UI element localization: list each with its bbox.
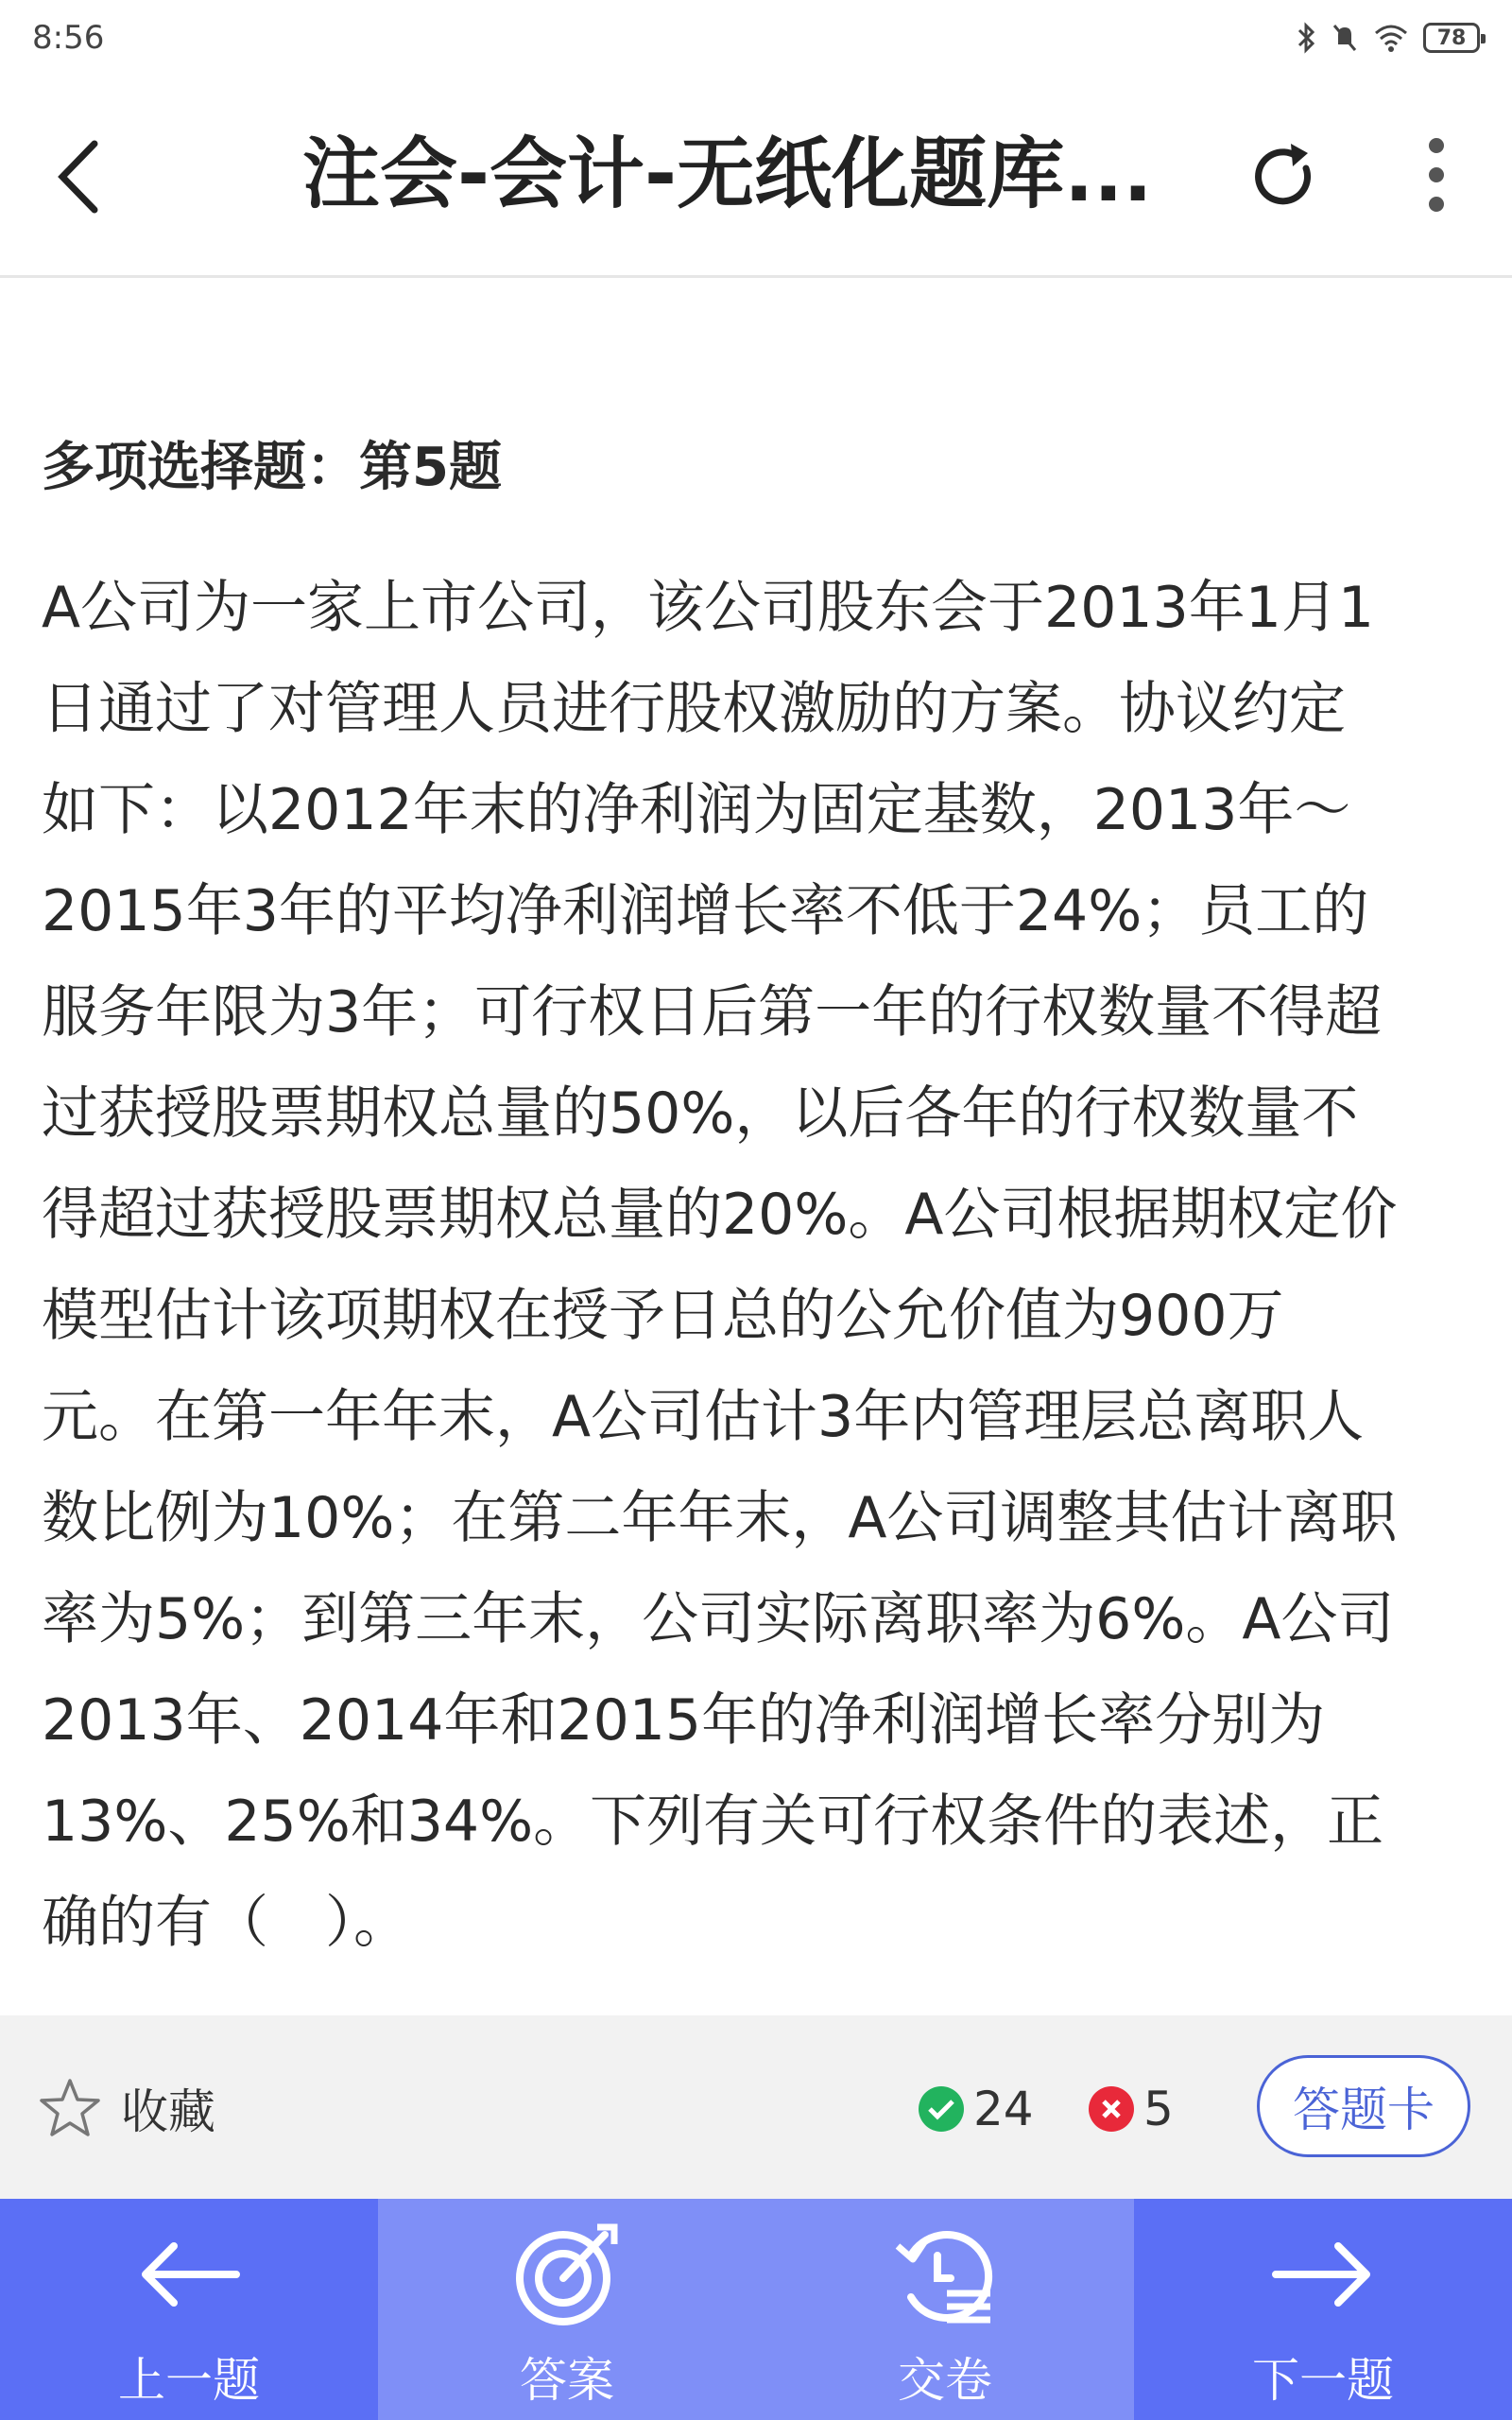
back-button[interactable]	[47, 134, 113, 219]
refresh-button[interactable]	[1247, 140, 1321, 214]
prev-question-button[interactable]	[0, 2199, 378, 2420]
answer-label: 答案	[520, 2353, 614, 2408]
bluetooth-icon	[1297, 22, 1317, 54]
chevron-left-icon	[47, 134, 113, 219]
wrong-count	[1089, 2082, 1174, 2136]
x-circle-icon	[1089, 2086, 1134, 2132]
question-line: 如下：以2012年末的净利润为固定基数，2013年～	[42, 777, 1351, 843]
wifi-icon	[1372, 22, 1410, 54]
more-menu-button[interactable]	[1418, 132, 1455, 217]
answer-card-button[interactable]: 答题卡	[1257, 2055, 1470, 2157]
question-text	[42, 558, 1478, 1974]
status-bar	[0, 0, 1512, 76]
submit-button[interactable]	[756, 2199, 1134, 2420]
arrow-right-icon	[1262, 2218, 1384, 2331]
question-line: 2015年3年的平均净利润增长率不低于24%；员工的	[42, 878, 1369, 944]
question-line: 确的有（ ）。	[42, 1890, 410, 1956]
more-vertical-icon	[1418, 132, 1455, 217]
submit-history-icon	[884, 2218, 1006, 2331]
app-header	[0, 76, 1512, 278]
battery-level: 78	[1436, 26, 1467, 50]
question-line: 日通过了对管理人员进行股权激励的方案。协议约定	[42, 676, 1346, 742]
wrong-count-value: 5	[1143, 2082, 1174, 2136]
status-icons	[1297, 22, 1480, 54]
arrow-left-icon	[128, 2218, 250, 2331]
page-title: 注会-会计-无纸化题库...	[302, 130, 1153, 219]
check-circle-icon	[919, 2086, 964, 2132]
action-bar	[0, 2015, 1512, 2199]
question-line: 率为5%；到第三年末，公司实际离职率为6%。A公司	[42, 1586, 1395, 1652]
target-icon	[506, 2218, 628, 2331]
favorite-button[interactable]	[38, 2074, 215, 2142]
question-line: 数比例为10%；在第二年年末，A公司调整其估计离职	[42, 1485, 1398, 1551]
battery-icon	[1423, 23, 1480, 53]
mute-icon	[1331, 22, 1359, 54]
bottom-nav	[0, 2199, 1512, 2420]
status-time: 8:56	[32, 19, 105, 57]
refresh-icon	[1247, 140, 1321, 214]
star-icon	[38, 2077, 102, 2139]
question-line: 得超过获授股票期权总量的20%。A公司根据期权定价	[42, 1182, 1398, 1248]
question-line: 过获授股票期权总量的50%，以后各年的行权数量不	[42, 1080, 1359, 1147]
question-line: 服务年限为3年；可行权日后第一年的行权数量不得超	[42, 979, 1383, 1046]
question-line: 模型估计该项期权在授予日总的公允价值为900万	[42, 1283, 1284, 1349]
correct-count	[919, 2082, 1034, 2136]
correct-count-value: 24	[973, 2082, 1034, 2136]
question-line: 13%、25%和34%。下列有关可行权条件的表述，正	[42, 1789, 1384, 1855]
favorite-label: 收藏	[121, 2084, 215, 2139]
question-type: 多项选择题：第5题	[42, 437, 502, 498]
answer-button[interactable]	[378, 2199, 756, 2420]
next-question-label: 下一题	[1252, 2353, 1394, 2408]
question-line: 2013年、2014年和2015年的净利润增长率分别为	[42, 1687, 1326, 1754]
question-line: 元。在第一年年末，A公司估计3年内管理层总离职人	[42, 1384, 1365, 1450]
submit-label: 交卷	[898, 2353, 992, 2408]
prev-question-label: 上一题	[118, 2353, 260, 2408]
question-line: A公司为一家上市公司，该公司股东会于2013年1月1	[42, 575, 1375, 641]
next-question-button[interactable]	[1134, 2199, 1512, 2420]
